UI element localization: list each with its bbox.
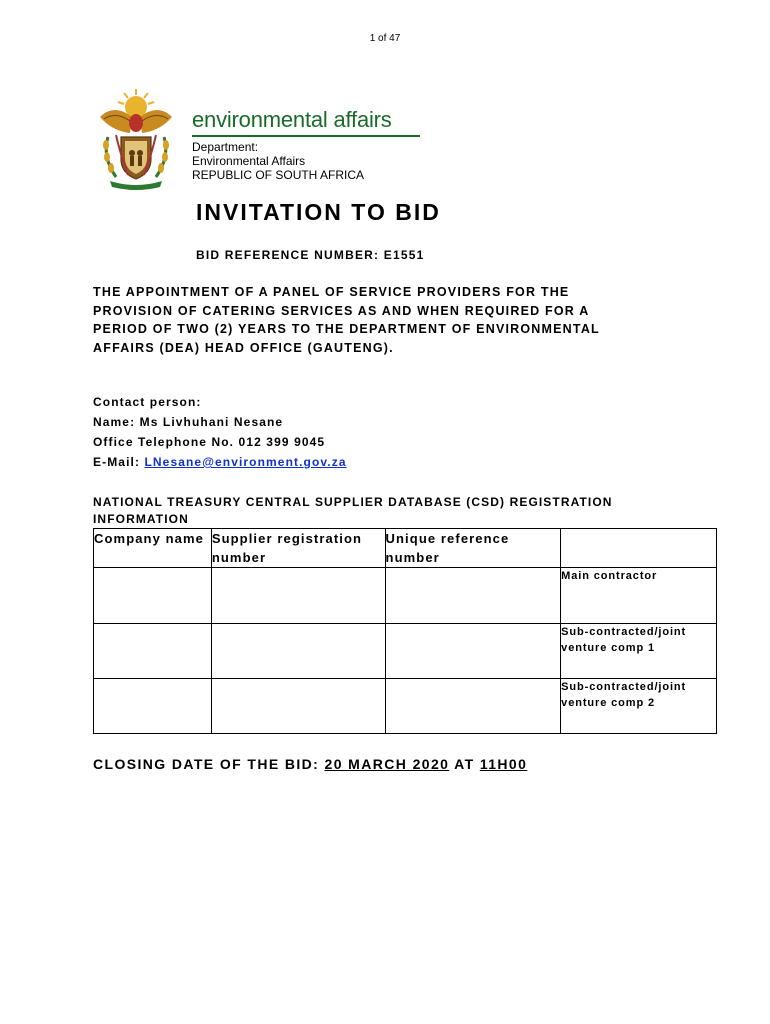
company-name-cell[interactable] — [94, 568, 212, 624]
table-row — [94, 624, 717, 679]
unique-reference-cell[interactable] — [385, 568, 561, 624]
row-label-subcontracted-2: Sub-contracted/joint venture comp 2 — [561, 679, 717, 734]
header-blank — [561, 529, 717, 568]
csd-title-line: NATIONAL TREASURY CENTRAL SUPPLIER DATABASE (CSD) REGISTRATION — [93, 495, 613, 509]
table-row — [94, 679, 717, 734]
document-title: INVITATION TO BID — [196, 199, 441, 225]
header-supplier-registration-number: Supplier registration number — [211, 529, 385, 568]
supplier-registration-cell[interactable] — [211, 679, 385, 734]
bid-description-line: PERIOD OF TWO (2) YEARS TO THE DEPARTMENT OF ENVIRONMENTAL — [93, 322, 600, 336]
company-name-cell[interactable] — [94, 624, 212, 679]
table-row — [94, 568, 717, 624]
closing-label: CLOSING DATE OF THE BID: — [93, 756, 325, 772]
department-logo — [94, 87, 424, 191]
email-link[interactable]: LNesane@environment.gov.za — [144, 455, 347, 469]
bid-description-line: AFFAIRS (DEA) HEAD OFFICE (GAUTENG). — [93, 340, 394, 355]
row-label-subcontracted-1: Sub-contracted/joint venture comp 1 — [561, 624, 717, 679]
closing-at: AT — [449, 756, 480, 772]
contact-label: Contact person: — [93, 395, 202, 409]
unique-reference-cell[interactable] — [385, 624, 561, 679]
row-label-main-contractor: Main contractor — [561, 568, 717, 624]
bid-description — [93, 283, 693, 357]
contact-email-row — [93, 452, 347, 472]
brand-line-department: Department: — [192, 140, 259, 154]
contact-name: Name: Ms Livhuhani Nesane — [93, 415, 284, 429]
header-company-name: Company name — [94, 529, 212, 568]
csd-registration-table — [93, 528, 717, 734]
bid-description-line: THE APPOINTMENT OF A PANEL OF SERVICE PROVIDERS FOR THE — [93, 285, 570, 299]
brand-line-environmental-affairs: Environmental Affairs — [192, 154, 306, 168]
unique-reference-cell[interactable] — [385, 679, 561, 734]
table-header-row — [94, 529, 717, 568]
coat-of-arms-icon — [94, 87, 178, 191]
closing-time-value: 11H00 — [479, 756, 528, 772]
email-label: E-Mail: — [93, 455, 145, 469]
csd-title — [93, 494, 693, 528]
contact-phone: Office Telephone No. 012 399 9045 — [93, 435, 326, 449]
company-name-cell[interactable] — [94, 679, 212, 734]
supplier-registration-cell[interactable] — [211, 568, 385, 624]
csd-title-line: INFORMATION — [93, 512, 189, 526]
header-unique-reference-number: Unique reference number — [385, 529, 561, 568]
closing-date-value: 20 MARCH 2020 — [324, 756, 450, 772]
closing-date — [93, 756, 527, 772]
page-indicator: 1 of 47 — [369, 33, 401, 44]
bid-reference-number: BID REFERENCE NUMBER: E1551 — [196, 248, 425, 262]
supplier-registration-cell[interactable] — [211, 624, 385, 679]
brand-line-country: REPUBLIC OF SOUTH AFRICA — [192, 168, 365, 182]
brand-divider — [192, 135, 420, 137]
brand-name: environmental affairs — [192, 107, 392, 132]
bid-description-line: PROVISION OF CATERING SERVICES AS AND WHEN REQUIRED FOR A — [93, 303, 590, 318]
contact-block — [93, 392, 347, 472]
